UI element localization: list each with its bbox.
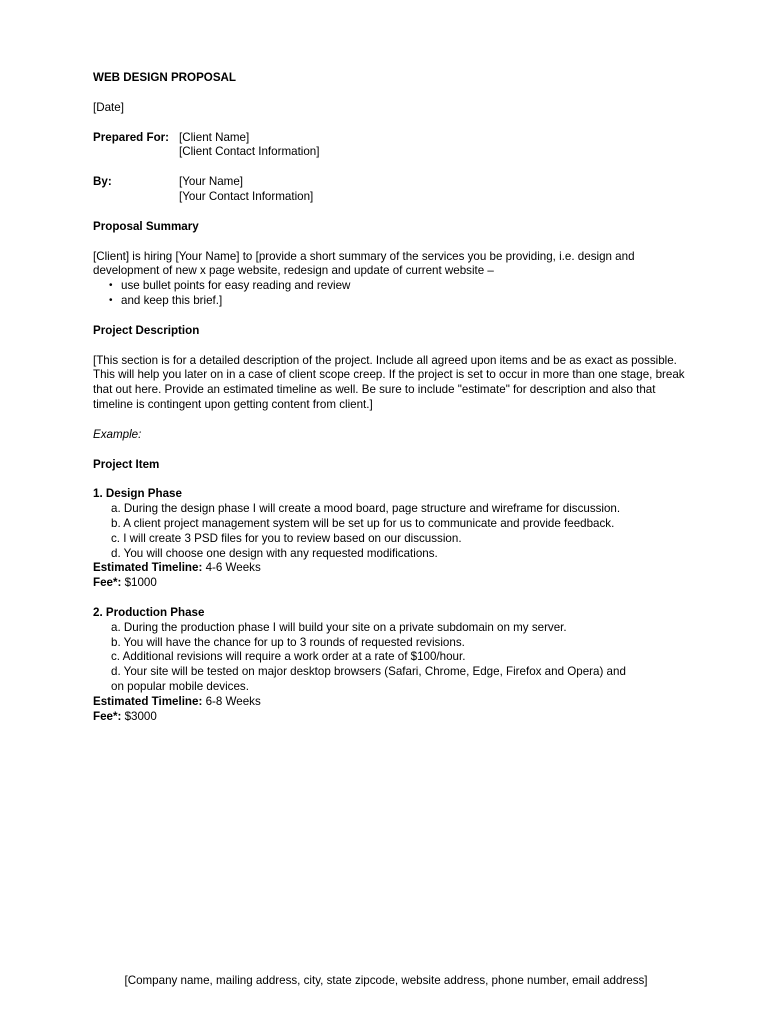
phase-title: 1. Design Phase — [93, 487, 182, 501]
client-contact: [Client Contact Information] — [179, 145, 320, 159]
phase-item: d. Your site will be tested on major desktop browsers (Safari, Chrome, Edge, Firefox and Opera) and — [111, 665, 626, 679]
timeline-row — [93, 695, 693, 710]
timeline-label: Estimated Timeline: — [93, 561, 203, 575]
by-row — [93, 175, 693, 190]
phase-item: a. During the design phase I will create a mood board, page structure and wireframe for discussion. — [111, 502, 621, 516]
timeline-row — [93, 561, 693, 576]
bullet-item: • and keep this brief.] — [109, 294, 693, 309]
phase-item: a. During the production phase I will build your site on a private subdomain on my server. — [111, 620, 567, 634]
project-item-heading: Project Item — [93, 457, 160, 471]
phase-item: b. A client project management system will be set up for us to communicate and provide feedback. — [111, 516, 615, 530]
description-text: [This section is for a detailed description of the project. Include all agreed upon items and be as exact as possible. This will help you later on in a case of client scope creep. If the project is set to occur in more than one stage, break that out here. Provide an estimated timeline as well. Be sure to include "estimate" for description and also that timeline is contingent upon getting content from client.] — [93, 353, 685, 411]
timeline-label: Estimated Timeline: — [93, 694, 203, 708]
example-label: Example: — [93, 427, 142, 441]
fee-label: Fee*: — [93, 709, 122, 723]
phase-item-continuation: on popular mobile devices. — [111, 679, 249, 693]
phase-item: d. You will choose one design with any requested modifications. — [111, 546, 438, 560]
phase-item: c. Additional revisions will require a work order at a rate of $100/hour. — [111, 650, 466, 664]
summary-text: [Client] is hiring [Your Name] to [provide a short summary of the services you be providing, i.e. design and development of new x page website, redesign and update of current website – — [93, 249, 635, 278]
bullet-item: • use bullet points for easy reading and review — [109, 279, 693, 294]
document-title: WEB DESIGN PROPOSAL — [93, 71, 237, 84]
phase-item: c. I will create 3 PSD files for you to review based on our discussion. — [111, 531, 462, 545]
fee-row — [93, 710, 693, 725]
document-body — [93, 71, 693, 724]
date-placeholder: [Date] — [93, 100, 124, 114]
fee-label: Fee*: — [93, 576, 122, 590]
phase-title: 2. Production Phase — [93, 605, 205, 619]
prepared-for-row — [93, 131, 693, 146]
client-name: [Client Name] — [179, 130, 250, 144]
your-name: [Your Name] — [179, 175, 244, 189]
by-label: By: — [93, 175, 112, 189]
page-footer — [0, 974, 770, 989]
footer-text: [Company name, mailing address, city, state zipcode, website address, phone number, email address] — [124, 974, 648, 987]
timeline-value: 4-6 Weeks — [205, 561, 261, 575]
timeline-value: 6-8 Weeks — [205, 694, 261, 708]
fee-value: $3000 — [124, 709, 157, 723]
fee-value: $1000 — [124, 576, 157, 590]
your-contact: [Your Contact Information] — [179, 189, 314, 203]
summary-bullets — [93, 279, 693, 309]
description-heading: Project Description — [93, 323, 200, 337]
fee-row — [93, 576, 693, 591]
summary-heading: Proposal Summary — [93, 219, 199, 233]
prepared-for-label: Prepared For: — [93, 130, 170, 144]
phase-item: b. You will have the chance for up to 3 rounds of requested revisions. — [111, 635, 465, 649]
